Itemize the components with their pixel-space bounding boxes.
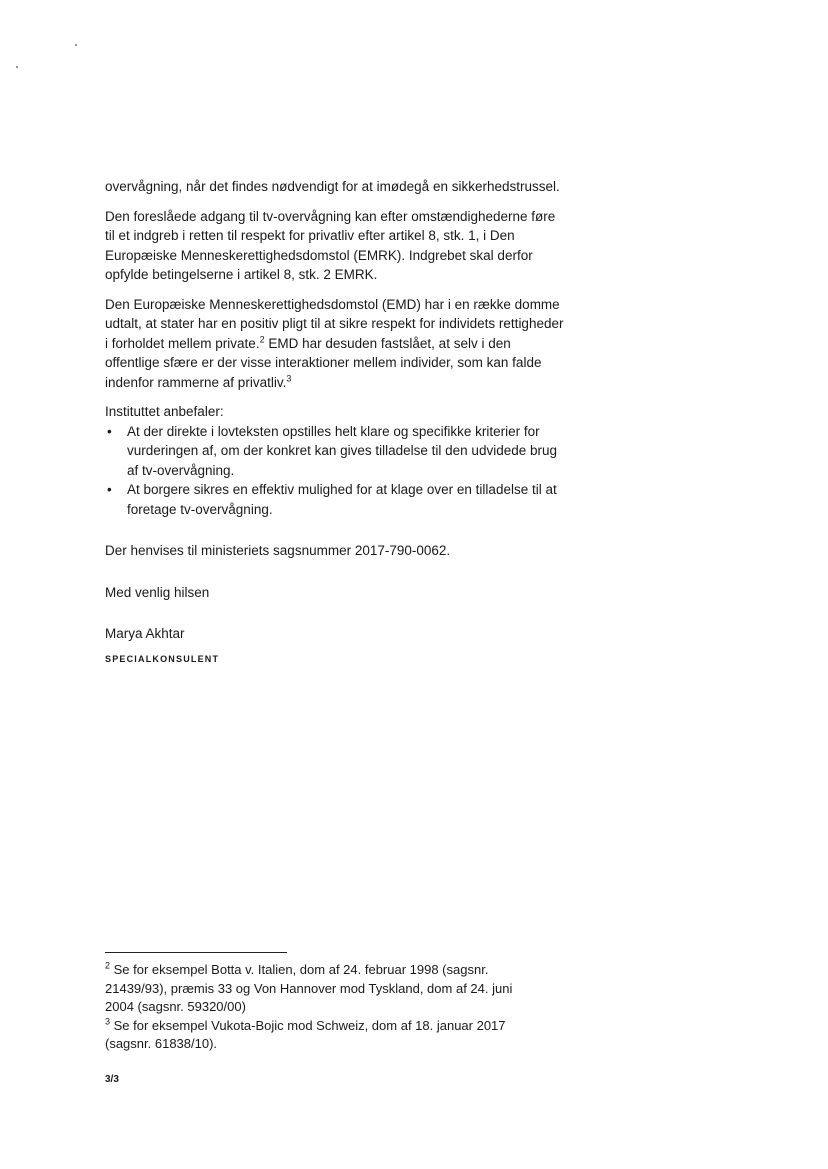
paragraph-emd-text-2: EMD har desuden fastslået, at selv i den offentlige sfære er der visse interaktioner mellem individer, som kan falde indenfor rammerne af privatliv. xyxy=(105,335,542,390)
recommendation-list xyxy=(105,422,565,520)
letter-body xyxy=(105,177,565,669)
footnote-2 xyxy=(105,961,535,1017)
footnote-ref-2[interactable]: 2 xyxy=(259,334,265,344)
paragraph-emrk: Den foreslåede adgang til tv-overvågning kan efter omstændighederne føre til et indgreb i retten til respekt for privatliv efter artikel 8, stk. 1, i Den Europæiske Menneskerettighedsdomstol (EMRK). Indgrebet skal derfor opfylde betingelserne i artikel 8, stk. 2 EMRK. xyxy=(105,208,556,282)
footnote-text: Se for eksempel Botta v. Italien, dom af 24. februar 1998 (sagsnr. 21439/93), præmis 33 og Von Hannover mod Tyskland, dom af 24. juni 2004 (sagsnr. 59320/00) xyxy=(105,962,513,1014)
case-reference: Der henvises til ministeriets sagsnummer 2017-790-0062. xyxy=(105,543,451,558)
recommendation-intro: Instituttet anbefaler: xyxy=(105,404,224,419)
paragraph-continuation: overvågning, når det findes nødvendigt for at imødegå en sikkerhedstrussel. xyxy=(105,179,560,194)
signer-title: SPECIALKONSULENT xyxy=(105,653,220,664)
scan-speck xyxy=(16,66,18,68)
closing-greeting: Med venlig hilsen xyxy=(105,584,210,600)
list-item-text: At der direkte i lovteksten opstilles helt klare og specifikke kriterier for vurderingen af, om der konkret kan gives tilladelse til den udvidede brug af tv-overvågning. xyxy=(127,423,558,478)
footnote-divider xyxy=(105,952,287,953)
footnote-number: 2 xyxy=(105,960,111,971)
footnote-number: 3 xyxy=(105,1016,111,1027)
scan-speck xyxy=(75,44,77,46)
bullet-icon: • xyxy=(107,482,112,497)
footnote-ref-3[interactable]: 3 xyxy=(286,373,292,383)
list-item xyxy=(105,480,565,519)
bullet-icon: • xyxy=(107,423,112,439)
footnotes xyxy=(105,961,535,1054)
signer-name: Marya Akhtar xyxy=(105,626,185,641)
page-number: 3/3 xyxy=(105,1074,119,1085)
list-item xyxy=(105,422,565,481)
footnote-text: Se for eksempel Vukota-Bojic mod Schweiz, dom af 18. januar 2017 (sagsnr. 61838/10). xyxy=(105,1017,506,1051)
paragraph-emd xyxy=(105,295,565,393)
footnote-3 xyxy=(105,1017,535,1054)
paragraph-emd-text-1: Den Europæiske Menneskerettighedsdomstol (EMD) har i en række domme udtalt, at stater har en positiv pligt til at sikre respekt for individets rettigheder i forholdet mellem private. xyxy=(105,296,564,351)
list-item-text: At borgere sikres en effektiv mulighed for at klage over en tilladelse til at foretage tv-overvågning. xyxy=(127,482,557,517)
